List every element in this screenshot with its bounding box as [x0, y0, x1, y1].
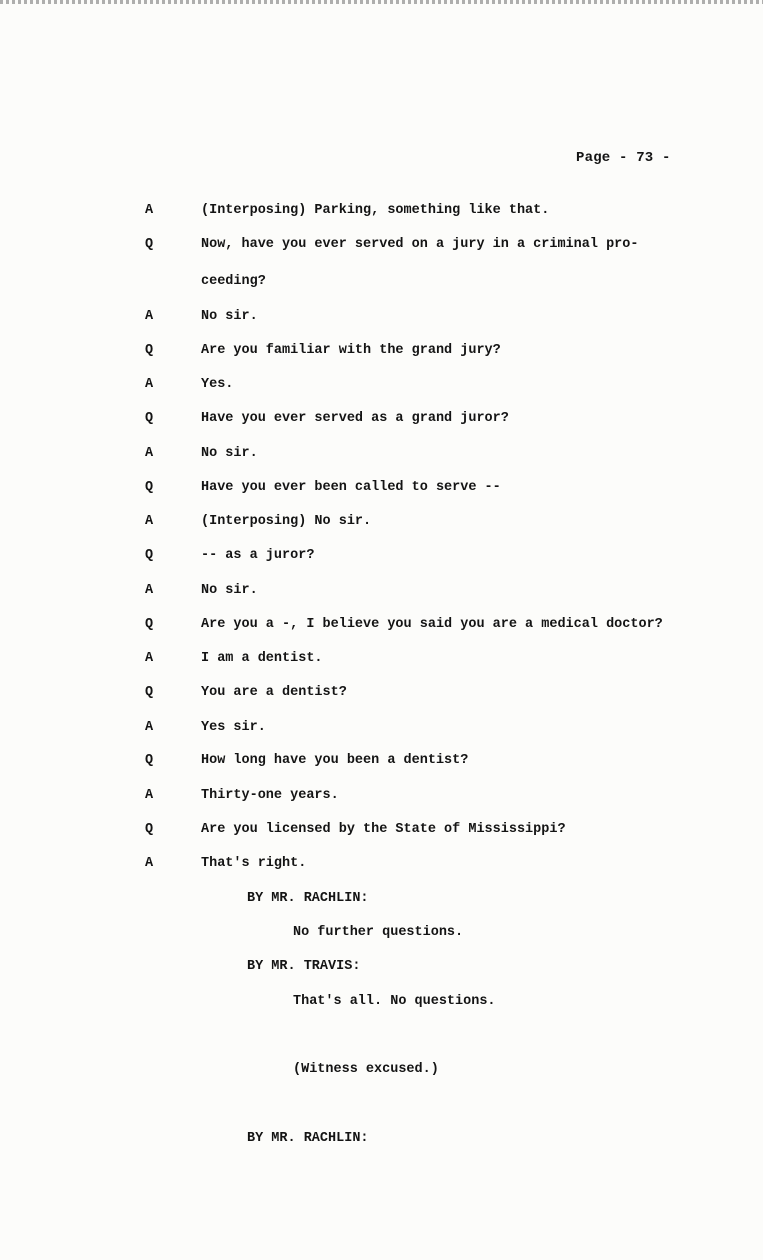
- speaker-label: Q: [145, 685, 154, 700]
- line-text: No sir.: [201, 583, 258, 598]
- page-top-edge: [0, 0, 763, 4]
- line-text: (Interposing) Parking, something like that.: [201, 203, 550, 218]
- line-text: Yes sir.: [201, 720, 266, 735]
- line-text: -- as a juror?: [201, 548, 315, 563]
- speaker-label: A: [145, 446, 154, 461]
- speaker-label: Q: [145, 343, 154, 358]
- line-text: Yes.: [201, 377, 234, 392]
- speaker-label: A: [145, 309, 154, 324]
- speaker-label: A: [145, 856, 154, 871]
- speaker-label: A: [145, 788, 154, 803]
- examiner-heading-rachlin-2: BY MR. RACHLIN:: [247, 1131, 369, 1146]
- line-text: Are you familiar with the grand jury?: [201, 343, 501, 358]
- line-text: Now, have you ever served on a jury in a criminal pro-: [201, 237, 639, 252]
- speaker-label: Q: [145, 753, 154, 768]
- speaker-label: Q: [145, 237, 154, 252]
- line-text: I am a dentist.: [201, 651, 323, 666]
- rachlin-statement: No further questions.: [293, 925, 464, 940]
- line-text: Thirty-one years.: [201, 788, 339, 803]
- speaker-label: A: [145, 514, 154, 529]
- line-text: Are you licensed by the State of Mississippi?: [201, 822, 566, 837]
- line-text: ceeding?: [201, 274, 266, 289]
- speaker-label: A: [145, 651, 154, 666]
- travis-statement: That's all. No questions.: [293, 994, 496, 1009]
- line-text: Have you ever served as a grand juror?: [201, 411, 509, 426]
- examiner-heading-travis: BY MR. TRAVIS:: [247, 959, 361, 974]
- speaker-label: A: [145, 583, 154, 598]
- line-text: No sir.: [201, 446, 258, 461]
- line-text: (Interposing) No sir.: [201, 514, 372, 529]
- speaker-label: Q: [145, 411, 154, 426]
- speaker-label: A: [145, 377, 154, 392]
- line-text: Have you ever been called to serve --: [201, 480, 501, 495]
- speaker-label: Q: [145, 617, 154, 632]
- witness-excused-note: (Witness excused.): [293, 1062, 439, 1077]
- examiner-heading-rachlin: BY MR. RACHLIN:: [247, 891, 369, 906]
- speaker-label: Q: [145, 548, 154, 563]
- page-number: Page - 73 -: [576, 150, 671, 166]
- speaker-label: A: [145, 203, 154, 218]
- speaker-label: A: [145, 720, 154, 735]
- line-text: Are you a -, I believe you said you are a medical doctor?: [201, 617, 663, 632]
- line-text: You are a dentist?: [201, 685, 347, 700]
- line-text: How long have you been a dentist?: [201, 753, 469, 768]
- line-text: That's right.: [201, 856, 307, 871]
- speaker-label: Q: [145, 822, 154, 837]
- speaker-label: Q: [145, 480, 154, 495]
- line-text: No sir.: [201, 309, 258, 324]
